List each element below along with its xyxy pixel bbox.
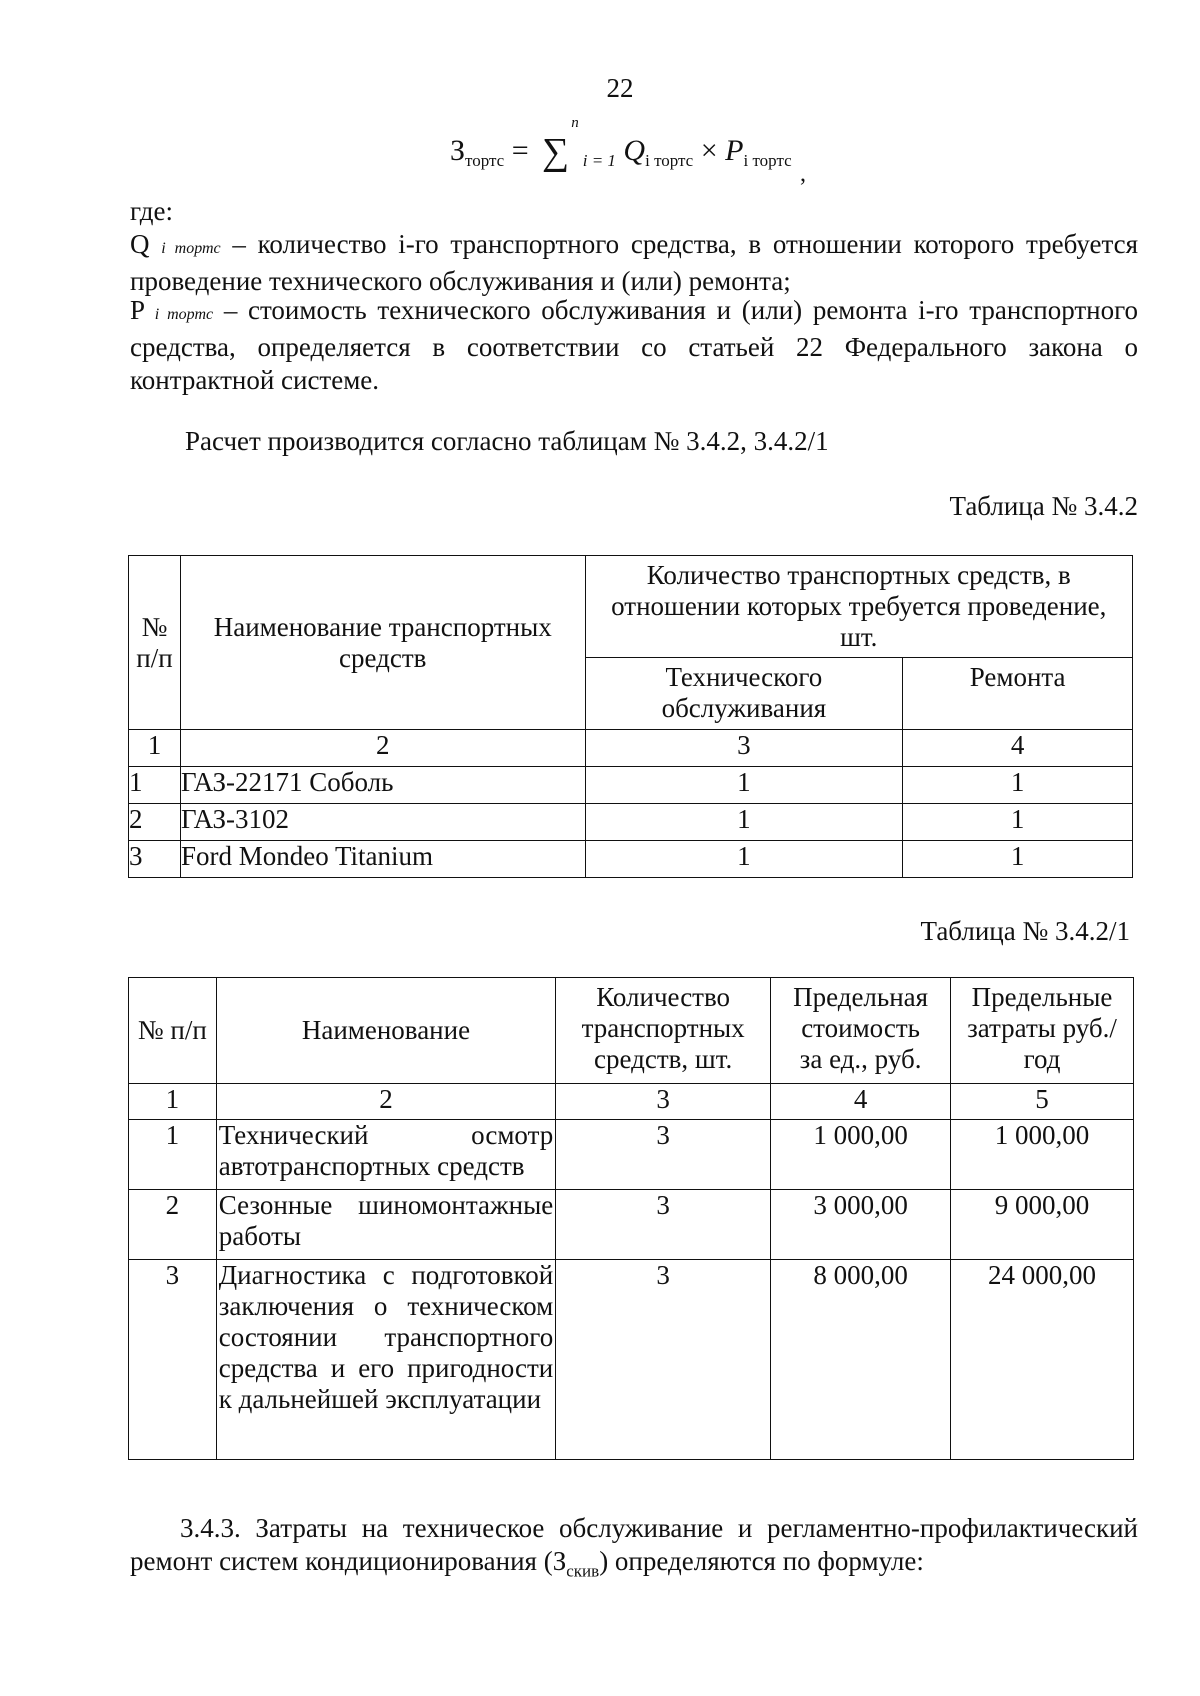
- t2-row-qty: 3: [556, 1120, 771, 1190]
- t1-row-repair: 1: [903, 804, 1133, 841]
- t1-index-cell: 2: [180, 730, 585, 767]
- t1-row-maint: 1: [585, 841, 903, 878]
- t2-row-cost: 24 000,00: [951, 1260, 1134, 1460]
- formula-comma: ,: [800, 161, 806, 187]
- def-q-text: – количество i-го транспортного средства, в отношении которого требуется проведение технического обслуживания и (или) ремонта;: [130, 229, 1139, 296]
- formula-eq: =: [511, 134, 529, 167]
- page-number: 22: [606, 73, 634, 103]
- def-p-sub: i тортс: [154, 306, 214, 323]
- t1-row-maint: 1: [585, 804, 903, 841]
- sum-lower: i = 1: [582, 151, 616, 170]
- t2-row-cost: 1 000,00: [951, 1120, 1134, 1190]
- sum-symbol: ∑: [542, 131, 570, 173]
- t1-header-qty: Количество транспортных средств, в отношении которых требуется проведение, шт.: [585, 556, 1132, 658]
- formula-q: Q: [623, 134, 646, 167]
- table-3-4-2: [128, 555, 1133, 878]
- t2-index-cell: 4: [771, 1084, 951, 1120]
- t2-row-price: 8 000,00: [771, 1260, 951, 1460]
- def-p-symbol: P: [130, 295, 145, 325]
- t2-index-cell: 5: [951, 1084, 1134, 1120]
- t2-header-cost: Предельные затраты руб./год: [951, 978, 1134, 1084]
- formula-p: P: [725, 134, 744, 167]
- t2-row-qty: 3: [556, 1260, 771, 1460]
- t2-row-price: 3 000,00: [771, 1190, 951, 1260]
- t1-row-num: 1: [129, 767, 181, 804]
- t2-row-name: Диагностика с подготовкой заключения о техническом состоянии транспортного средства и его пригодности к дальнейшей эксплуатации: [216, 1260, 555, 1460]
- table-row: [129, 1120, 1134, 1190]
- section-3-4-3: [130, 1512, 1138, 1587]
- t1-row-name: ГАЗ-22171 Соболь: [180, 767, 585, 804]
- t1-row-num: 3: [129, 841, 181, 878]
- formula: [450, 115, 792, 176]
- t2-index-cell: 2: [216, 1084, 555, 1120]
- table2-label: Таблица № 3.4.2/1: [920, 916, 1130, 946]
- calc-note: Расчет производится согласно таблицам № 3.4.2, 3.4.2/1: [185, 426, 829, 456]
- t1-header-repair: Ремонта: [903, 658, 1133, 730]
- t1-index-row: [129, 730, 1133, 767]
- sum-upper: n: [571, 115, 579, 131]
- s343-text-before: 3.4.3. Затраты на техническое обслуживание и регламентно-профилактический ремонт систем кондиционирования (З: [130, 1513, 1138, 1576]
- table1-label: Таблица № 3.4.2: [949, 491, 1138, 521]
- def-q-symbol: Q: [130, 229, 150, 259]
- t2-header-qty: Количество транспортных средств, шт.: [556, 978, 771, 1084]
- table-row: [129, 804, 1133, 841]
- t1-row-repair: 1: [903, 767, 1133, 804]
- t2-header-price: Предельная стоимость за ед., руб.: [771, 978, 951, 1084]
- t2-header-name: Наименование: [216, 978, 555, 1084]
- t2-index-cell: 3: [556, 1084, 771, 1120]
- s343-text-after: ) определяются по формуле:: [599, 1546, 924, 1576]
- formula-lhs-sub: тортс: [465, 151, 505, 170]
- where-label: где:: [130, 196, 173, 226]
- t1-row-name: ГАЗ-3102: [180, 804, 585, 841]
- t1-index-cell: 3: [585, 730, 903, 767]
- t1-index-cell: 4: [903, 730, 1133, 767]
- formula-p-sub: i тортс: [743, 151, 792, 170]
- formula-lhs: З: [450, 134, 466, 167]
- t1-header-num: № п/п: [129, 556, 181, 730]
- t1-row-repair: 1: [903, 841, 1133, 878]
- t1-index-cell: 1: [129, 730, 181, 767]
- t1-row-name: Ford Mondeo Titanium: [180, 841, 585, 878]
- t2-row-cost: 9 000,00: [951, 1190, 1134, 1260]
- table-row: [129, 767, 1133, 804]
- t1-header-name: Наименование транспортных средств: [180, 556, 585, 730]
- definition-q: [130, 228, 1138, 298]
- definition-p: [130, 294, 1138, 397]
- t2-row-price: 1 000,00: [771, 1120, 951, 1190]
- t1-row-maint: 1: [585, 767, 903, 804]
- t2-row-num: 1: [129, 1120, 217, 1190]
- t2-row-name: Технический осмотр автотранспортных средств: [216, 1120, 555, 1190]
- formula-times: ×: [700, 134, 718, 167]
- t2-row-num: 3: [129, 1260, 217, 1460]
- table-3-4-2-1: [128, 977, 1134, 1460]
- t2-index-cell: 1: [129, 1084, 217, 1120]
- s343-sub: скив: [566, 1561, 600, 1581]
- table-row: [129, 841, 1133, 878]
- t1-row-num: 2: [129, 804, 181, 841]
- def-p-text: – стоимость технического обслуживания и (или) ремонта i-го транспортного средства, определяется в соответствии со статьей 22 Федерального закона о контрактной системе.: [130, 295, 1139, 395]
- t2-row-name: Сезонные шиномонтажные работы: [216, 1190, 555, 1260]
- t2-header-num: № п/п: [129, 978, 217, 1084]
- def-q-sub: i тортс: [161, 240, 221, 257]
- formula-q-sub: i тортс: [645, 151, 694, 170]
- t2-row-num: 2: [129, 1190, 217, 1260]
- t1-header-maint: Технического обслуживания: [585, 658, 903, 730]
- table-row: [129, 1190, 1134, 1260]
- table-row: [129, 1260, 1134, 1460]
- t2-index-row: [129, 1084, 1134, 1120]
- t2-row-qty: 3: [556, 1190, 771, 1260]
